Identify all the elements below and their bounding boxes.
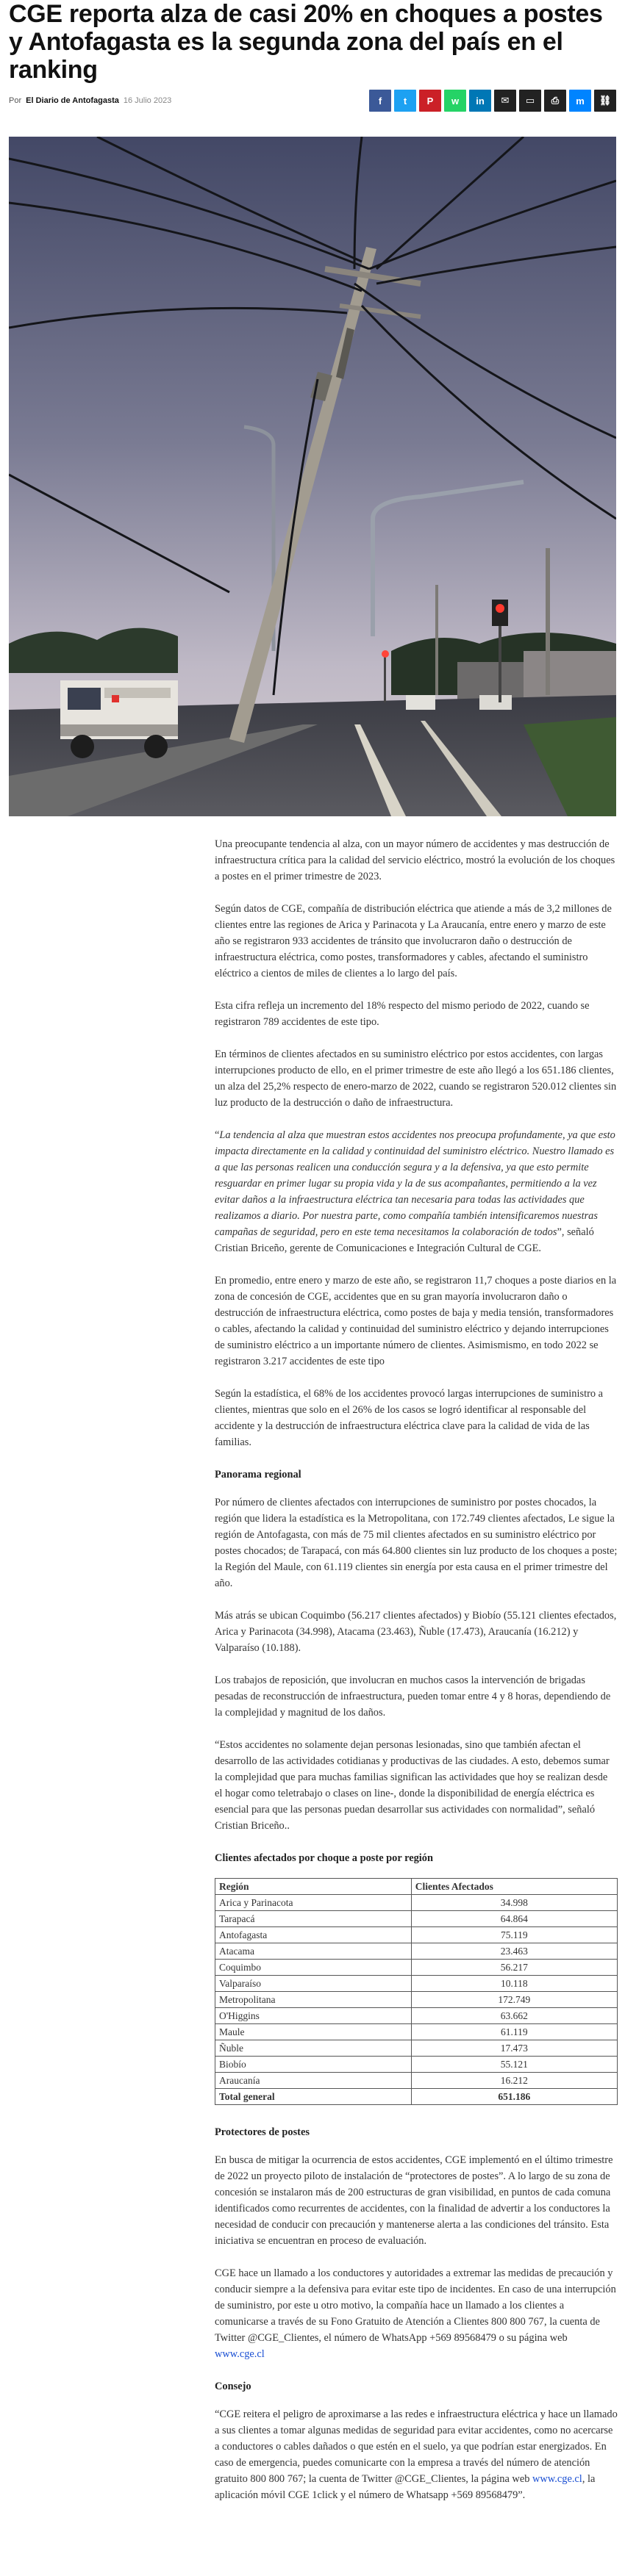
region-name: Antofagasta	[215, 1927, 412, 1943]
article-body	[215, 836, 618, 2503]
cge-website-link[interactable]: www.cge.cl	[215, 2348, 265, 2360]
quote-paragraph	[215, 1127, 618, 1256]
table-row	[215, 1911, 618, 1927]
email-icon: ✉	[501, 95, 510, 106]
table-row	[215, 2008, 618, 2024]
quote-text: La tendencia al alza que muestran estos accidentes nos preocupa profundamente, ya que esto impacta directamente en la calidad y continuidad del suministro eléctrico. Nuestro llamado es a que las personas realicen una conducción segura y a la defensiva, ya que esto permite resguardar en primer lugar su propia vida y la de sus acompañantes, permitiendo a la vez evitar daños a la infraestructura eléctrica tan necesaria para todas las actividades que realizamos a diario. Por nuestra parte, como compañía también intensificaremos nuestras campañas de seguridad, pero en este tema necesitamos la colaboración de todos	[215, 1129, 615, 1238]
region-clients: 16.212	[411, 2073, 617, 2089]
paragraph: Más atrás se ubican Coquimbo (56.217 clientes afectados) y Biobío (55.121 clientes efectados, Arica y Parinacota (34.998), Atacama (23.463), Ñuble (17.473), Araucanía (16.212) y Valparaíso (10.188).	[215, 1610, 617, 1654]
table-row	[215, 1992, 618, 2008]
share-copy-link-button[interactable]	[594, 90, 616, 112]
section-heading-consejo: Consejo	[215, 2381, 251, 2392]
total-label: Total general	[215, 2089, 412, 2105]
section-heading-protectores: Protectores de postes	[215, 2126, 310, 2138]
background-pole	[546, 548, 550, 695]
article-title: CGE reporta alza de casi 20% en choques a postes y Antofagasta es la segunda zona del país en el ranking	[9, 0, 603, 84]
byline	[9, 96, 171, 105]
region-clients: 172.749	[411, 1992, 617, 2008]
pinterest-icon: P	[426, 95, 434, 107]
background-pole	[435, 585, 438, 695]
header-clients: Clientes Afectados	[411, 1879, 617, 1895]
quote-attribution: ”, señaló Cristian Briceño, gerente de Comunicaciones e Integración Cultural de CGE.	[215, 1226, 594, 1254]
twitter-icon: t	[403, 95, 407, 107]
cge-website-link[interactable]: www.cge.cl	[532, 2473, 582, 2485]
paragraph: “Estos accidentes no solamente dejan personas lesionadas, sino que también afectan el desarrollo de las actividades cotidianas y productivas de las ciudades. A esto, debemos sumar la complejidad que para muchas familias significan las actividades que hoy se realizan desde el hogar como teletrabajo o clases on line-, donde la disponibilidad de energía eléctrica es esencial para que las personas puedan desarrollar sus actividades con normalidad”, señaló Cristian Briceño..	[215, 1739, 610, 1832]
table-row	[215, 1976, 618, 1992]
region-clients: 17.473	[411, 2040, 617, 2057]
table-header-row	[215, 1879, 618, 1895]
car	[406, 695, 435, 710]
whatsapp-icon: w	[451, 95, 460, 107]
publish-date: 16 Julio 2023	[123, 96, 172, 105]
share-messenger-button[interactable]	[569, 90, 591, 112]
hero-image	[9, 137, 616, 816]
region-name: Coquimbo	[215, 1960, 412, 1976]
paragraph: Esta cifra refleja un incremento del 18% respecto del mismo periodo de 2022, cuando se registraron 789 accidentes de este tipo.	[215, 1000, 590, 1028]
header-region: Región	[215, 1879, 412, 1895]
messenger-icon: m	[576, 95, 585, 107]
table-row	[215, 1927, 618, 1943]
by-label: Por	[9, 96, 22, 105]
paragraph	[215, 2406, 618, 2503]
region-name: Valparaíso	[215, 1976, 412, 1992]
table-row	[215, 2057, 618, 2073]
region-clients: 75.119	[411, 1927, 617, 1943]
facebook-icon: f	[378, 95, 382, 107]
paragraph: En promedio, entre enero y marzo de este año, se registraron 11,7 choques a poste diarios en la zona de concesión de CGE, accidentes que en su gran mayoría involucraron daño o destrucción de infraestructura eléctrica, como postes de baja y media tensión, transformadores o cables, afectando la calidad y continuidad del suministro eléctrico y dejando interrupciones de suministro eléctrico a un importante número de clientes. Asimismismo, en todo 2022 se registraron 3.217 accidentes de este tipo	[215, 1275, 617, 1367]
section-heading-panorama: Panorama regional	[215, 1469, 301, 1481]
region-clients: 61.119	[411, 2024, 617, 2040]
region-name: Ñuble	[215, 2040, 412, 2057]
article-header	[0, 0, 625, 112]
paragraph-text: “CGE reitera el peligro de aproximarse a las redes e infraestructura eléctrica y hace un llamado a sus clientes a tomar algunas medidas de seguridad para evitar accidentes, como no acercarse a conductores o cables dañados o que estén en el suelo, ya que podrían estar energizados. En caso de emergencia, puedes comunicarte con la empresa a través del número de atención gratuito 800 800 767; la cuenta de Twitter @CGE_Clientes, la página web	[215, 2408, 618, 2485]
share-whatsapp-button[interactable]	[444, 90, 466, 112]
linkedin-icon: in	[476, 95, 485, 107]
region-clients: 55.121	[411, 2057, 617, 2073]
meta-row	[9, 90, 616, 112]
table-row	[215, 1943, 618, 1960]
region-name: Arica y Parinacota	[215, 1895, 412, 1911]
share-facebook-button[interactable]	[369, 90, 391, 112]
table-heading: Clientes afectados por choque a poste por región	[215, 1852, 434, 1864]
table-total-row	[215, 2089, 618, 2105]
paragraph: Por número de clientes afectados con interrupciones de suministro por postes chocados, la región que lidera la estadística es la Metropolitana, con 172.749 clientes afectados, Le sigue la región de Antofagasta, con más de 75 mil clientes afectados en su suministro eléctrico por postes chocados; de Tarapacá, con más 64.800 clientes sin luz producto de los choques a poste; la Región del Maule, con 61.119 clientes sin energía por esta causa en el primer trimestre del año.	[215, 1497, 618, 1589]
car	[479, 695, 512, 710]
share-buttons	[369, 90, 616, 112]
region-name: O'Higgins	[215, 2008, 412, 2024]
total-value: 651.186	[411, 2089, 617, 2105]
table-row	[215, 2024, 618, 2040]
share-pinterest-button[interactable]	[419, 90, 441, 112]
region-name: Biobío	[215, 2057, 412, 2073]
paragraph: En busca de mitigar la ocurrencia de estos accidentes, CGE implementó en el último trimestre de 2022 un proyecto piloto de instalación de “protectores de postes”. A lo largo de su zona de concesión se instalaron más de 200 estructuras de gran visibilidad, en puntos de cada comuna identificados como recurrentes de accidentes, con la finalidad de advertir a los conductores la necesidad de conducir con precaución y mantenerse alerta a las condiciones del tránsito. Esta iniciativa se encuentran en proceso de evaluación.	[215, 2154, 613, 2247]
paragraph-text: CGE hace un llamado a los conductores y autoridades a extremar las medidas de precaución y conducir siempre a la defensiva para evitar este tipo de incidentes. En caso de una interrupción de suministro, por este u otro motivo, la compañía hace un llamado a los clientes a comunicarse a través de su Fono Gratuito de Atención a Clientes 800 800 767, la cuenta de Twitter @CGE_Clientes, el número de WhatsApp +569 89568479 o su página web	[215, 2267, 616, 2344]
table-row	[215, 1895, 618, 1911]
region-clients: 10.118	[411, 1976, 617, 1992]
paragraph: Los trabajos de reposición, que involucran en muchos casos la intervención de brigadas pesadas de reconstrucción de infraestructura, pueden tomar entre 4 y 8 horas, dependiendo de la complejidad y magnitud de los daños.	[215, 1674, 611, 1719]
quote-open: “	[215, 1129, 220, 1141]
region-name: Metropolitana	[215, 1992, 412, 2008]
author-link[interactable]: El Diario de Antofagasta	[26, 96, 119, 105]
region-clients: 63.662	[411, 2008, 617, 2024]
region-name: Maule	[215, 2024, 412, 2040]
share-linkedin-button[interactable]	[469, 90, 491, 112]
region-clients: 34.998	[411, 1895, 617, 1911]
paragraph-text: , la aplicación móvil CGE 1click y el número de Whatsapp +569 89568479”.	[215, 2473, 596, 2501]
sms-icon: ▭	[525, 95, 535, 106]
region-name: Araucanía	[215, 2073, 412, 2089]
table-row	[215, 2073, 618, 2089]
share-print-button[interactable]	[544, 90, 566, 112]
region-name: Atacama	[215, 1943, 412, 1960]
fallen-pole-photo	[9, 137, 616, 816]
paragraph	[215, 2265, 618, 2362]
paragraph: En términos de clientes afectados en su suministro eléctrico por estos accidentes, con largas interrupciones producto de ello, en el primer trimestre de este año llegó a los 651.186 clientes, un alza del 25,2% respecto de enero-marzo de 2022, cuando se registraron 520.012 clientes sin luz producto de la destrucción o daño de infraestructura.	[215, 1048, 617, 1109]
print-icon: ⎙	[551, 95, 560, 106]
region-clients: 23.463	[411, 1943, 617, 1960]
paragraph: Una preocupante tendencia al alza, con un mayor número de accidentes y mas destrucción de infraestructura crítica para la calidad del servicio eléctrico, mostró la evolución de los choques a postes en el primer trimestre de 2023.	[215, 838, 615, 882]
table-row	[215, 2040, 618, 2057]
paragraph: Según datos de CGE, compañía de distribución eléctrica que atiende a más de 3,2 millones de clientes entre las regiones de Arica y Parinacota y La Araucanía, entre enero y marzo de este año se registraron 933 accidentes de tránsito que involucraron daño o destrucción de infraestructura eléctrica, como postes, transformadores y cables, afectando el suministro eléctrico a cientos de miles de clientes a lo largo del país.	[215, 903, 612, 979]
paragraph: Según la estadística, el 68% de los accidentes provocó largas interrupciones de suministro a clientes, mientras que solo en el 26% de los casos se logró identificar al responsable del accidente y la destrucción de infraestructura eléctrica clave para la calidad de vida de las familias.	[215, 1388, 604, 1448]
share-email-button[interactable]	[494, 90, 516, 112]
region-clients: 64.864	[411, 1911, 617, 1927]
share-sms-button[interactable]	[519, 90, 541, 112]
table-body	[215, 1895, 618, 2089]
regions-table	[215, 1878, 618, 2105]
region-name: Tarapacá	[215, 1911, 412, 1927]
copy-link-icon: ⛓	[599, 95, 612, 106]
region-clients: 56.217	[411, 1960, 617, 1976]
share-twitter-button[interactable]	[394, 90, 416, 112]
table-row	[215, 1960, 618, 1976]
